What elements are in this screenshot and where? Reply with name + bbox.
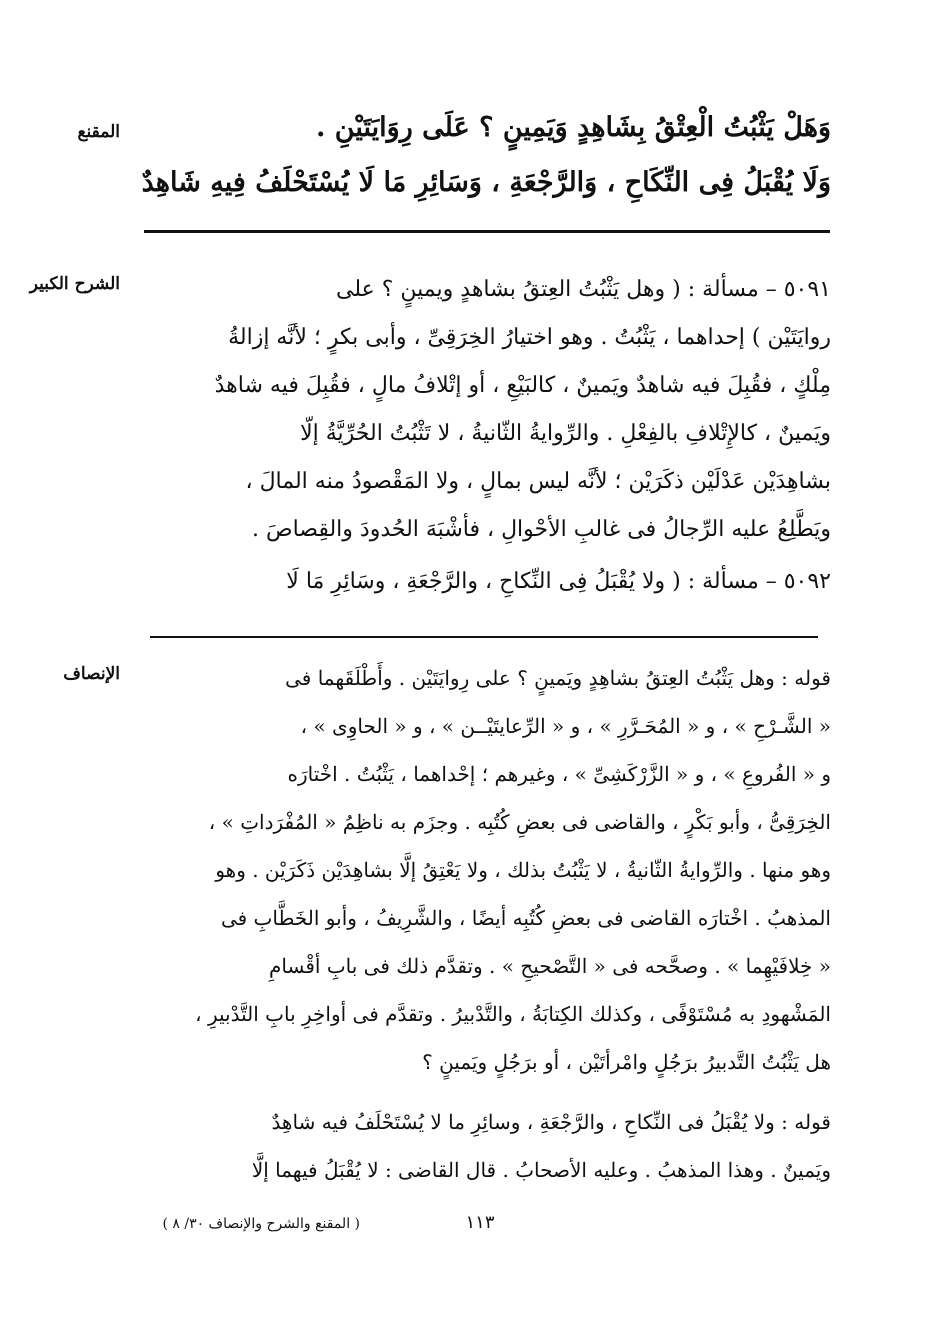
insaf-line: المَشْهودِ به مُسْتَوْفًى ، وكذلك الكِتابَةُ ، والتَّدْبيرُ . وتقدَّم فى أواخِرِ بابِ التَّدْبيرِ ، xyxy=(195,1002,831,1026)
mugni-line: وَلَا يُقْبَلُ فِى النِّكَاحِ ، وَالرَّجْعَةِ ، وَسَائِرِ مَا لَا يُسْتَحْلَفُ فِيهِ شَاهِدٌ xyxy=(141,167,831,198)
sharh-line: روايَتَيْن ) إحداهما ، يَثْبُتُ . وهو اختيارُ الخِرَقِىِّ ، وأبى بكرٍ ؛ لأنَّه إزالةُ xyxy=(228,325,831,350)
insaf-line: الخِرَقِىُّ ، وأبو بَكْرٍ ، والقاضى فى بعضِ كُتُبِه . وجزَم به ناظِمُ « المُفْرَداتِ » ، xyxy=(208,810,831,834)
insaf-line: قوله : ولا يُقْبَلُ فى النِّكاحِ ، والرَّجْعَةِ ، وسائِرِ ما لا يُسْتَحْلَفُ فيه شاهِدٌ xyxy=(271,1110,831,1134)
insaf-line: و « الفُروعِ » ، و « الزَّرْكَشِىِّ » ، وغيرهم ؛ إحْداهما ، يَثْبُتُ . اخْتارَه xyxy=(287,762,831,786)
sharh-line: ٥٠٩١ – مسألة : ( وهل يَثْبُتُ العِتقُ بشاهدٍ ويمينٍ ؟ على xyxy=(336,277,831,302)
page-number: ١١٣ xyxy=(465,1212,495,1233)
sharh-line: ويَطَّلِعُ عليه الرِّجالُ فى غالبِ الأحْوالِ ، فأشْبَهَ الحُدودَ والقِصاصَ . xyxy=(251,517,831,542)
insaf-line: « خِلافَيْهِما » . وصحَّحه فى « التَّصْحيحِ » . وتقدَّم ذلك فى بابِ أقْسامِ xyxy=(269,954,831,978)
insaf-text xyxy=(138,654,831,1194)
insaf-line: وهو منها . والرِّوايةُ الثّانيةُ ، لا يَثْبُتُ بذلك ، ولا يَعْتِقُ إلَّا بشاهِدَيْن ذَكَرَيْن . وهو xyxy=(215,858,831,882)
sharh-line: ٥٠٩٢ – مسألة : ( ولا يُقْبَلُ فِى النِّكاحِ ، والرَّجْعَةِ ، وسَائِرِ مَا لَا xyxy=(286,569,831,594)
insaf-line: المذهبُ . اخْتارَه القاضى فى بعضِ كُتُبِه أيضًا ، والشَّرِيفُ ، وأبو الخَطَّابِ فى xyxy=(220,906,831,930)
sharh-text xyxy=(138,266,831,606)
insaf-rule xyxy=(150,636,818,638)
mugni-text xyxy=(138,100,831,210)
main-text-rule xyxy=(144,230,830,233)
insaf-line: قوله : وهل يَثْبُتُ العِتقُ بشاهِدٍ ويَمينٍ ؟ على رِوايَتَيْن . وأَطْلَقَهما فى xyxy=(285,666,831,690)
sharh-line: ويَمينٌ ، كالإِتْلافِ بالفِعْلِ . والرِّوايةُ الثّانيةُ ، لا تَثْبُتُ الحُرِّيَّةُ إلّا xyxy=(300,421,831,446)
label-mugni: المقنع xyxy=(77,122,120,142)
sharh-line: بشاهِدَيْن عَدْلَيْن ذكَرَيْن ؛ لأنَّه ليس بمالٍ ، ولا المَقْصودُ منه المالَ ، xyxy=(245,469,831,494)
source-reference: ( المقنع والشرح والإنصاف ٣٠/ ٨ ) xyxy=(162,1216,360,1232)
mugni-line: وَهَلْ يَثْبُتُ الْعِتْقُ بِشَاهِدٍ وَيَمِينٍ ؟ عَلَى رِوَايَتَيْنِ . xyxy=(316,112,831,143)
sharh-line: مِلْكٍ ، فقُبِلَ فيه شاهدٌ ويَمينٌ ، كالبَيْعِ ، أو إتْلافُ مالٍ ، فقُبِلَ فيه شاهدٌ xyxy=(214,373,831,398)
label-insaf: الإنصاف xyxy=(63,664,120,684)
insaf-line: « الشَّـرْحِ » ، و « المُحَـرَّرِ » ، و « الرِّعايتَيْــن » ، و « الحاوِى » ، xyxy=(300,714,831,738)
insaf-line: ويَمينٌ . وهذا المذهبُ . وعليه الأصحابُ . قال القاضى : لا يُقْبَلُ فيهما إلَّا xyxy=(251,1158,831,1182)
label-sharh: الشرح الكبير xyxy=(29,274,120,294)
insaf-line: هل يَثْبُتُ التَّدبيرُ برَجُلٍ وامْرأتَيْن ، أو برَجُلٍ ويَمينٍ ؟ xyxy=(422,1050,831,1074)
